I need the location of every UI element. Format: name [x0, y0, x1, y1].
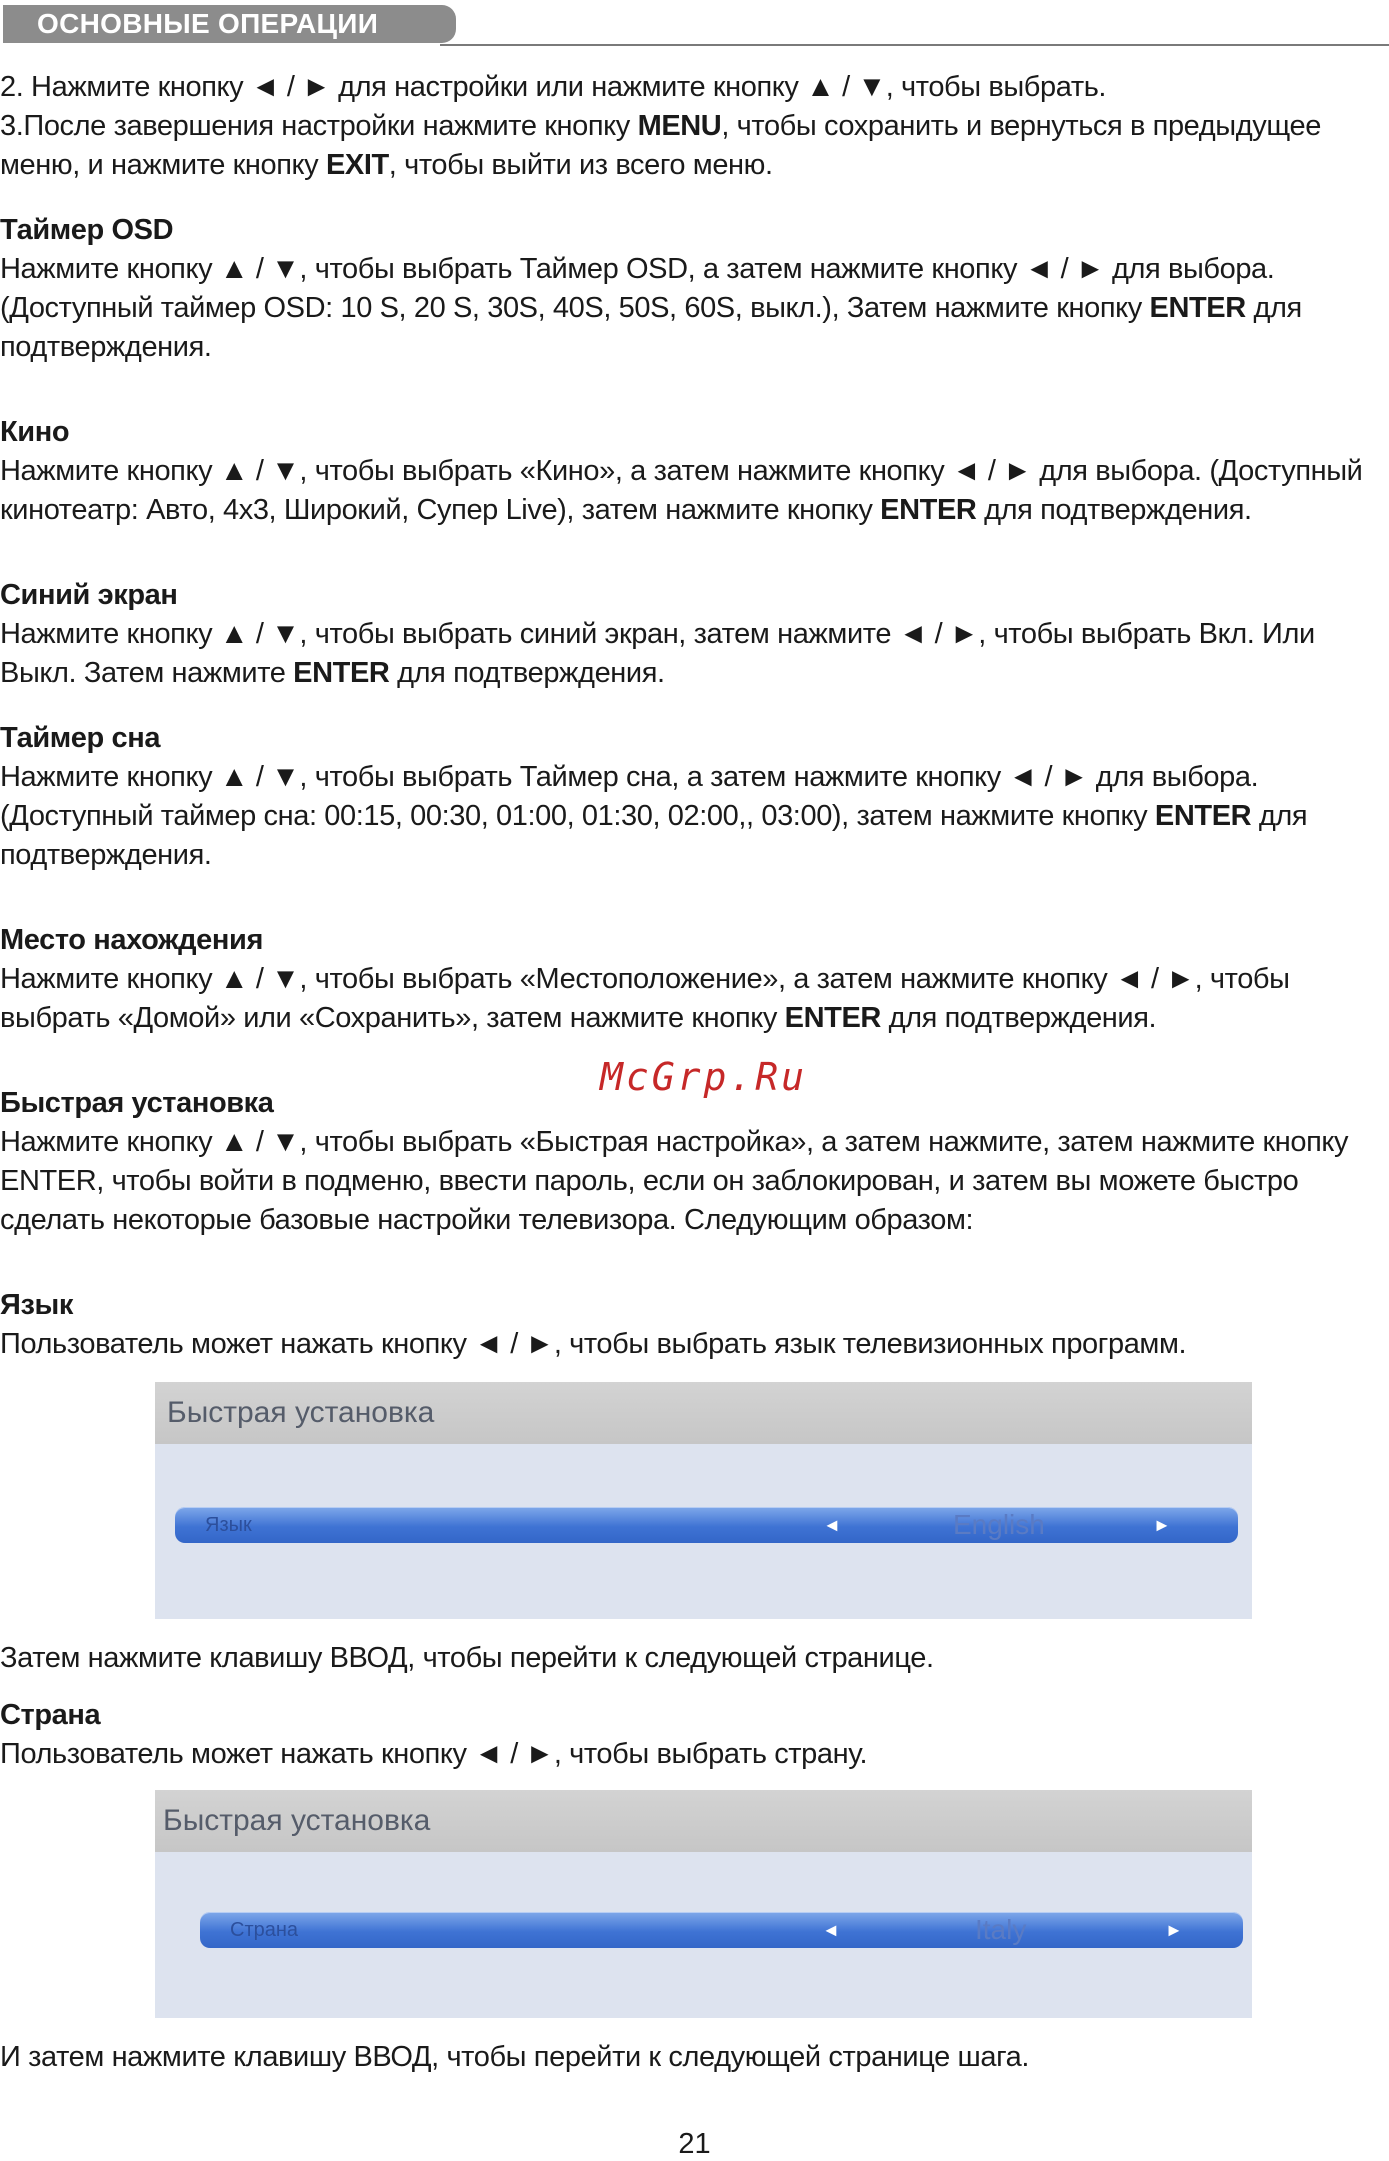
osd-timer-text-a: Нажмите кнопку ▲ / ▼, чтобы выбрать Таймер OSD, а затем нажмите кнопку ◄ / ► для выбора. (Доступный таймер OSD: 10 S, 20 S, 30S, 40S, 50S, 60S, выкл.), Затем нажмите кнопку	[0, 253, 1275, 324]
header-divider	[440, 44, 1389, 46]
cinema-text	[0, 452, 1389, 530]
language-section	[0, 1286, 1389, 1364]
menu-title: Быстрая установка	[167, 1396, 435, 1429]
blue-screen-title: Синий экран	[0, 579, 178, 611]
location-text-b: для подтверждения.	[880, 1002, 1157, 1034]
arrow-left-icon[interactable]: ◄	[822, 1920, 840, 1940]
language-value: English	[953, 1509, 1045, 1540]
sleep-timer-title: Таймер сна	[0, 722, 161, 754]
country-section	[0, 1696, 1389, 1774]
country-row[interactable]	[200, 1912, 1243, 1948]
blue-screen-text	[0, 615, 1389, 693]
menu-title-bar	[155, 1790, 1252, 1852]
cinema-enter-key: ENTER	[880, 494, 977, 526]
language-after-text: Затем нажмите клавишу ВВОД, чтобы перейти к следующей странице.	[0, 1642, 934, 1674]
section-header-title: ОСНОВНЫЕ ОПЕРАЦИИ	[37, 8, 379, 39]
blue-screen-text-a: Нажмите кнопку ▲ / ▼, чтобы выбрать синий экран, затем нажмите ◄ / ►, чтобы выбрать Вкл. Или Выкл. Затем нажмите	[0, 618, 1315, 689]
location-enter-key: ENTER	[784, 1002, 881, 1034]
watermark: McGrp.Ru	[600, 1055, 808, 1099]
arrow-right-icon[interactable]: ►	[1153, 1515, 1171, 1535]
quick-setup-text: Нажмите кнопку ▲ / ▼, чтобы выбрать «Быстрая настройка», а затем нажмите, затем нажмите кнопку ENTER, чтобы войти в подменю, ввести пароль, если он заблокирован, и затем вы можете быстро сделать некоторые базовые настройки телевизора. Следующим образом:	[0, 1126, 1349, 1236]
country-text: Пользователь может нажать кнопку ◄ / ►, чтобы выбрать страну.	[0, 1738, 868, 1770]
osd-timer-text-b: для подтверждения.	[0, 292, 1302, 363]
language-row-label: Язык	[205, 1514, 252, 1536]
country-value: Italy	[975, 1914, 1027, 1945]
intro-line-2	[0, 107, 1389, 185]
cinema-section	[0, 413, 1389, 530]
quick-setup-title: Быстрая установка	[0, 1087, 274, 1119]
language-menu-screenshot	[155, 1382, 1252, 1619]
intro-line-2-text-cont: , чтобы сохранить и вернуться в предыдущее меню, и нажмите кнопку	[0, 110, 1321, 181]
cinema-text-a: Нажмите кнопку ▲ / ▼, чтобы выбрать «Кино», а затем нажмите кнопку ◄ / ► для выбора. (Доступный кинотеатр: Авто, 4x3, Широкий, Супер Live), затем нажмите кнопку	[0, 455, 1363, 526]
sleep-timer-text-b: для подтверждения.	[0, 800, 1308, 871]
quick-setup-section	[0, 1084, 1389, 1240]
menu-title-bar	[155, 1382, 1252, 1444]
cinema-text-b: для подтверждения.	[976, 494, 1252, 526]
osd-timer-title: Таймер OSD	[0, 214, 174, 246]
menu-title: Быстрая установка	[163, 1804, 431, 1837]
osd-timer-enter-key: ENTER	[1149, 292, 1246, 324]
cinema-title: Кино	[0, 416, 70, 448]
location-text	[0, 960, 1389, 1038]
intro-exit-key: EXIT	[325, 149, 389, 181]
osd-timer-text	[0, 250, 1389, 367]
page-number: 21	[678, 2128, 711, 2160]
section-header	[3, 5, 456, 43]
sleep-timer-enter-key: ENTER	[1154, 800, 1252, 832]
arrow-left-icon[interactable]: ◄	[823, 1515, 841, 1535]
blue-screen-enter-key: ENTER	[293, 657, 390, 689]
location-title: Место нахождения	[0, 924, 263, 956]
intro-line-2-text: 3.После завершения настройки нажмите кнопку	[0, 110, 638, 142]
sleep-timer-section	[0, 719, 1389, 875]
intro-line-1: 2. Нажмите кнопку ◄ / ► для настройки или нажмите кнопку ▲ / ▼, чтобы выбрать.	[0, 71, 1107, 103]
location-section	[0, 921, 1389, 1038]
blue-screen-text-b: для подтверждения.	[389, 657, 665, 689]
country-title: Страна	[0, 1699, 101, 1731]
intro-line-2-end: , чтобы выйти из всего меню.	[388, 149, 773, 181]
sleep-timer-text	[0, 758, 1389, 875]
osd-timer-section	[0, 211, 1389, 367]
language-text: Пользователь может нажать кнопку ◄ / ►, чтобы выбрать язык телевизионных программ.	[0, 1328, 1187, 1360]
country-row-label: Страна	[230, 1919, 299, 1941]
blue-screen-section	[0, 576, 1389, 693]
language-title: Язык	[0, 1289, 73, 1321]
arrow-right-icon[interactable]: ►	[1165, 1920, 1183, 1940]
language-row[interactable]	[175, 1507, 1238, 1543]
intro-menu-key: MENU	[637, 110, 722, 142]
country-after-text: И затем нажмите клавишу ВВОД, чтобы перейти к следующей странице шага.	[0, 2041, 1029, 2073]
country-menu-screenshot	[155, 1790, 1252, 2018]
sleep-timer-text-a: Нажмите кнопку ▲ / ▼, чтобы выбрать Таймер сна, а затем нажмите кнопку ◄ / ► для выбора. (Доступный таймер сна: 00:15, 00:30, 01:00, 01:30, 02:00,, 03:00), затем нажмите кнопку	[0, 761, 1259, 832]
location-text-a: Нажмите кнопку ▲ / ▼, чтобы выбрать «Местоположение», а затем нажмите кнопку ◄ / ►, чтобы выбрать «Домой» или «Сохранить», затем нажмите кнопку	[0, 963, 1290, 1034]
